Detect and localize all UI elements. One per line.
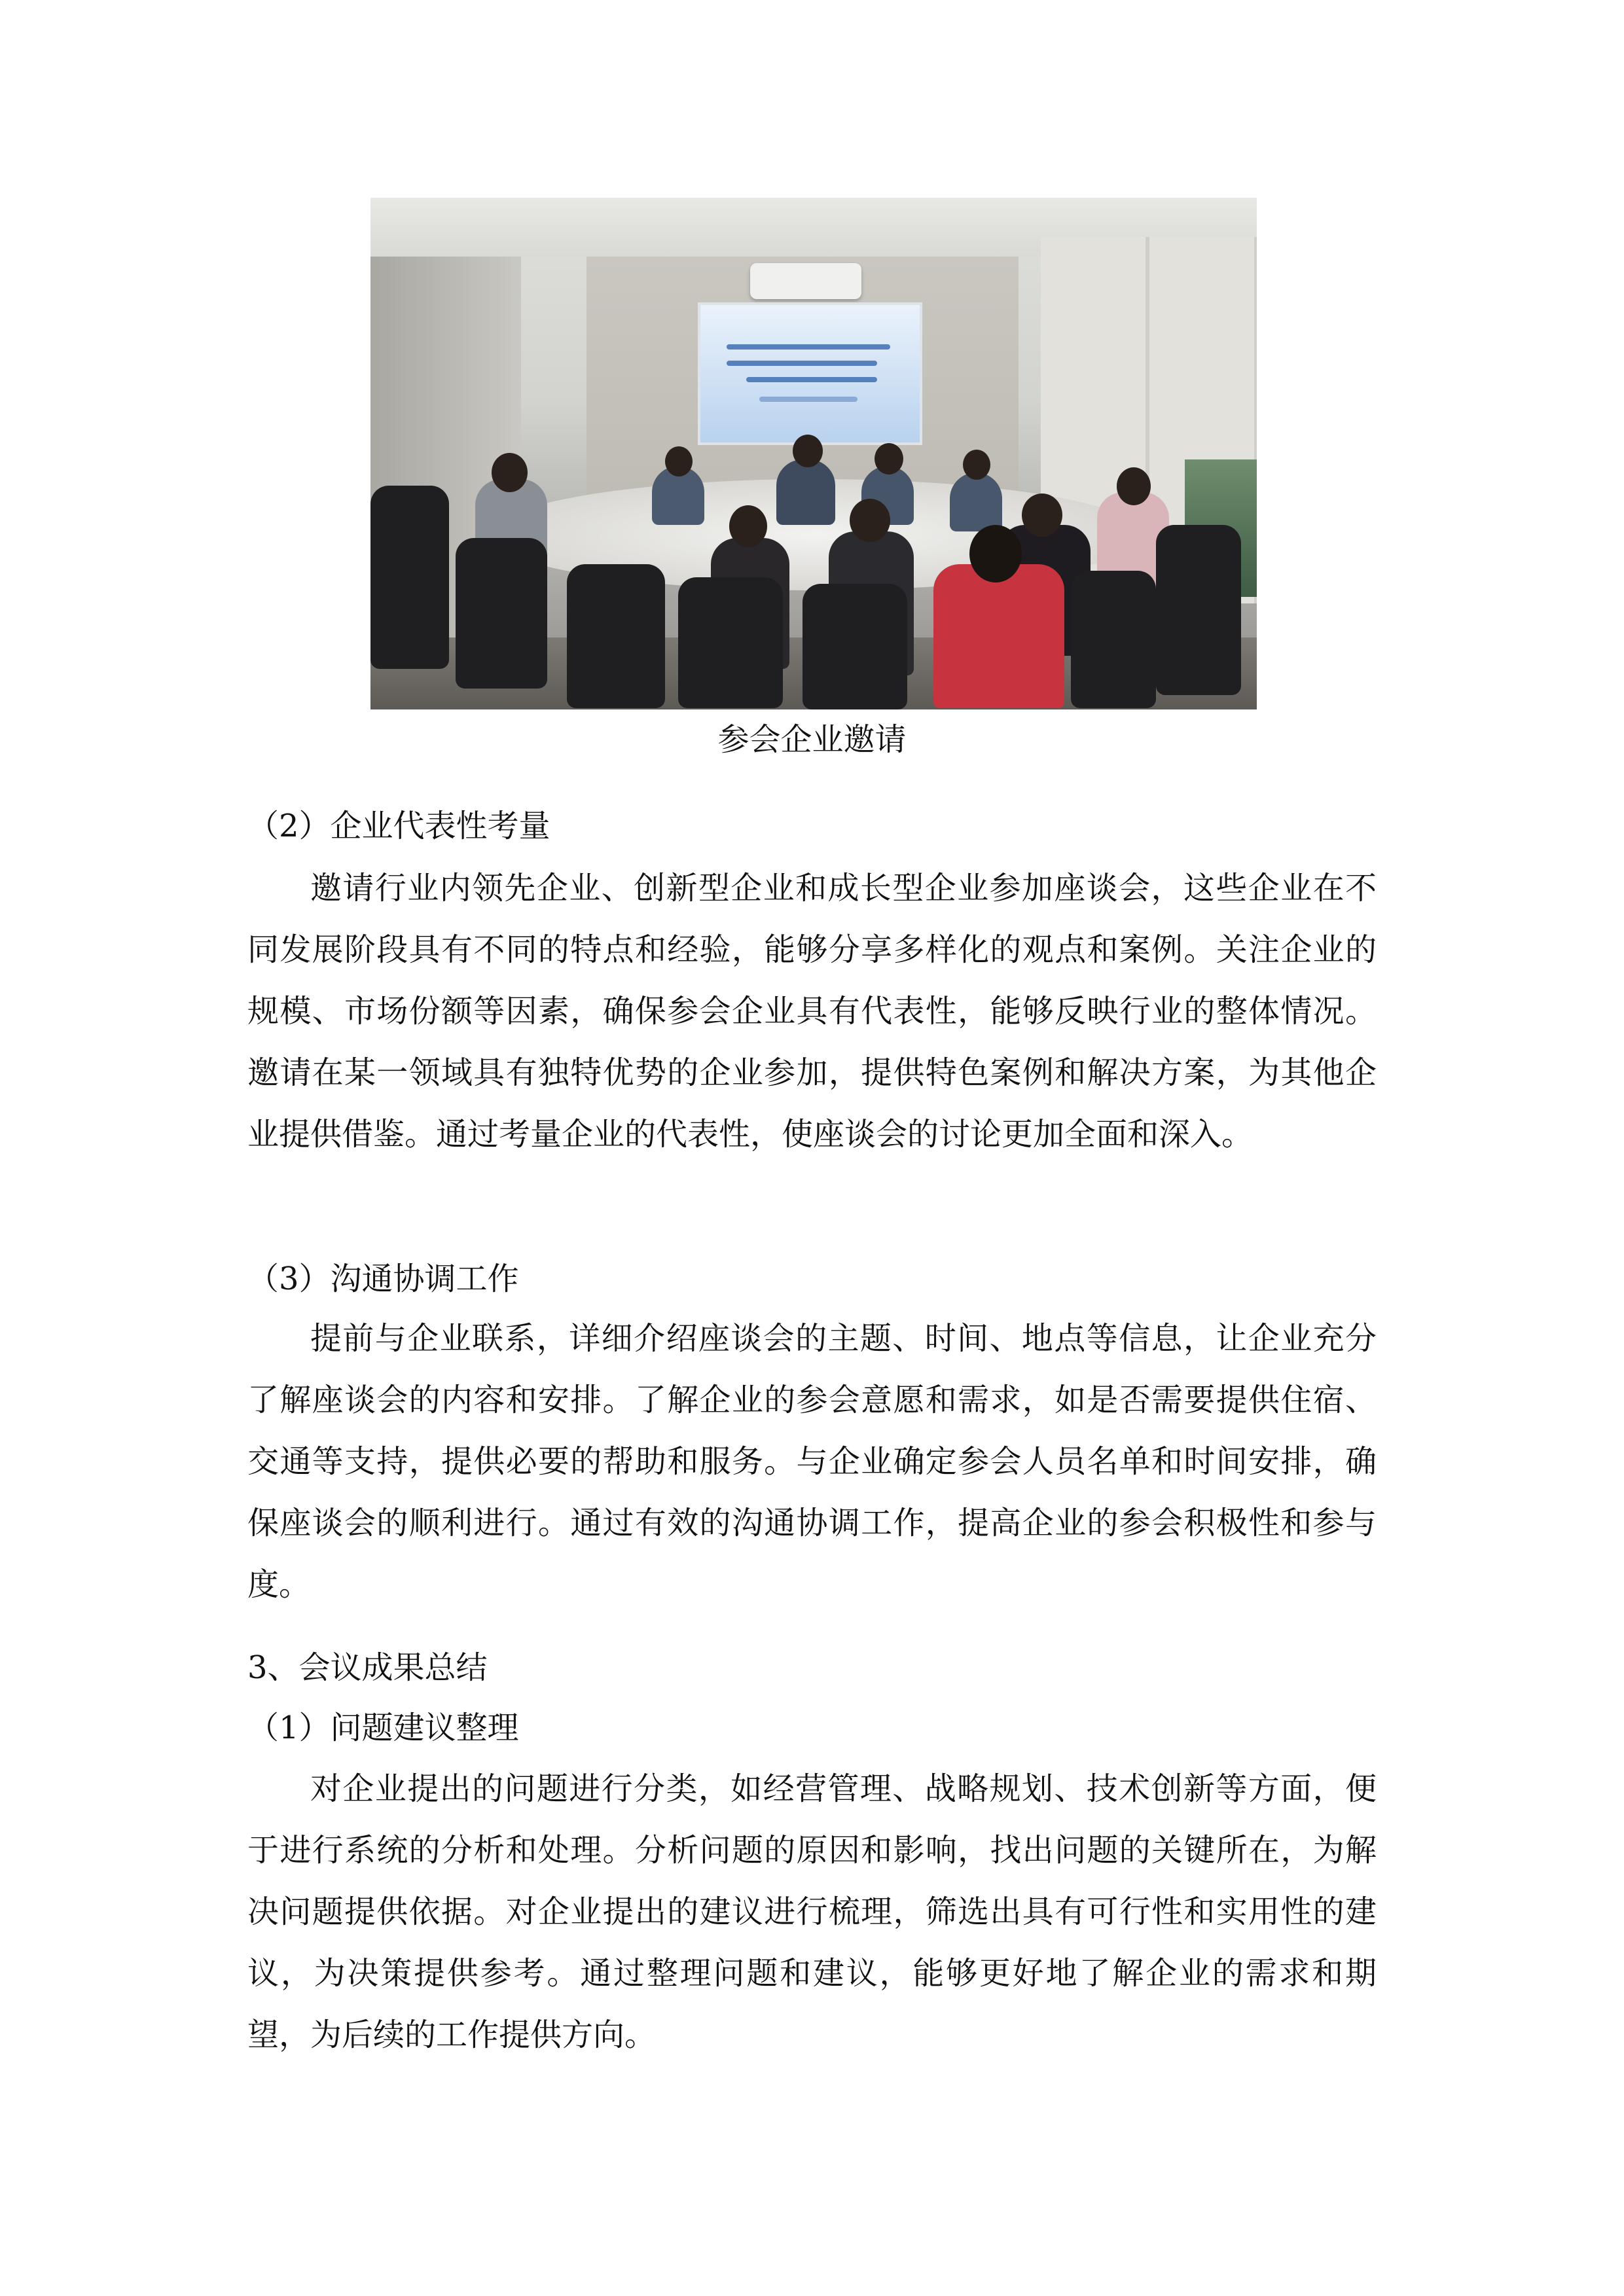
section-paragraph: 对企业提出的问题进行分类，如经营管理、战略规划、技术创新等方面，便于进行系统的分析和处理。分析问题的原因和影响，找出问题的关键所在，为解决问题提供依据。对企业提出的建议进行梳理，筛选出具有可行性和实用性的建议，为决策提供参考。通过整理问题和建议，能够更好地了解企业的需求和期望，为后续的工作提供方向。 [247,1770,1377,2053]
projector [750,263,861,299]
projection-screen [698,302,922,445]
section-heading: （1）问题建议整理 [247,1710,519,1746]
section-paragraph: 邀请行业内领先企业、创新型企业和成长型企业参加座谈会，这些企业在不同发展阶段具有不同的特点和经验，能够分享多样化的观点和案例。关注企业的规模、市场份额等因素，确保参会企业具有代表性，能够反映行业的整体情况。邀请在某一领域具有独特优势的企业参加，提供特色案例和解决方案，为其他企业提供借鉴。通过考量企业的代表性，使座谈会的讨论更加全面和深入。 [247,870,1377,1153]
section-heading: （3）沟通协调工作 [247,1261,519,1297]
section-heading: （2）企业代表性考量 [247,808,550,844]
section-paragraph: 提前与企业联系，详细介绍座谈会的主题、时间、地点等信息，让企业充分了解座谈会的内容和安排。了解企业的参会意愿和需求，如是否需要提供住宿、交通等支持，提供必要的帮助和服务。与企业确定参会人员名单和时间安排，确保座谈会的顺利进行。通过有效的沟通协调工作，提高企业的参会积极性和参与度。 [247,1320,1377,1603]
meeting-room-photo [370,198,1257,709]
figure-caption: 参会企业邀请 [717,721,907,758]
section-title: 3、会议成果总结 [247,1649,488,1686]
